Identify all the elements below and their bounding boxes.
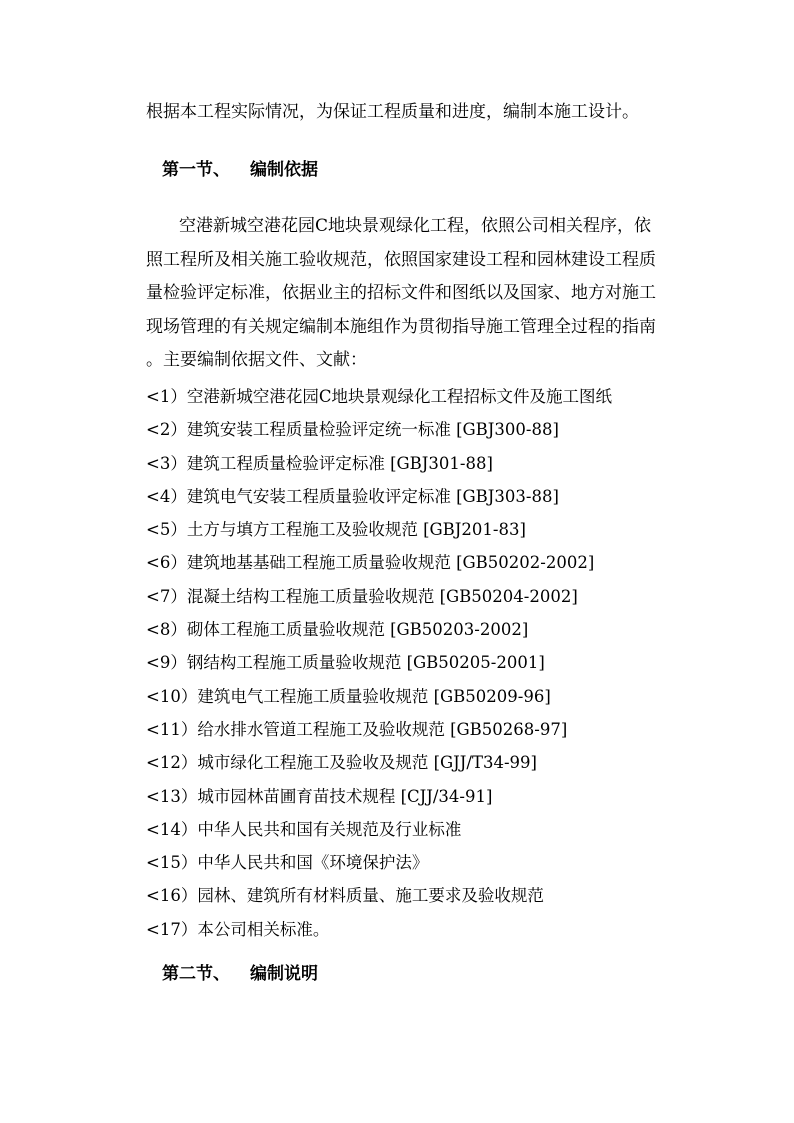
paragraph-line: 。主要编制依据文件、文献： (146, 350, 367, 370)
list-item: <16）园林、建筑所有材料质量、施工要求及验收规范 (146, 886, 544, 906)
list-item: <11）给水排水管道工程施工及验收规范 [GB50268-97] (146, 719, 568, 739)
list-item: <7）混凝土结构工程施工质量验收规范 [GB50204-2002] (146, 586, 578, 606)
section-2-number: 第二节、 (162, 964, 230, 984)
list-item: <10）建筑电气工程施工质量验收规范 [GB50209-96] (146, 686, 551, 706)
list-item: <1）空港新城空港花园C地块景观绿化工程招标文件及施工图纸 (146, 387, 612, 406)
paragraph-line: 空港新城空港花园C地块景观绿化工程，依照公司相关程序，依 (179, 216, 652, 236)
paragraph-line: 现场管理的有关规定编制本施组作为贯彻指导施工管理全过程的指南 (146, 317, 656, 337)
list-item: <14）中华人民共和国有关规范及行业标准 (146, 819, 462, 839)
list-item: <12）城市绿化工程施工及验收及规范 [GJJ/T34-99] (146, 753, 537, 773)
paragraph-line: 照工程所及相关施工验收规范，依照国家建设工程和园林建设工程质 (146, 250, 656, 270)
section-1-title: 编制依据 (250, 160, 318, 180)
section-1-heading (162, 158, 318, 182)
list-item: <4）建筑电气安装工程质量验收评定标准 [GBJ303-88] (146, 486, 559, 506)
section-2-heading (162, 962, 318, 986)
intro-text: 根据本工程实际情况，为保证工程质量和进度，编制本施工设计。 (146, 102, 639, 122)
list-item: <15）中华人民共和国《环境保护法》 (146, 853, 429, 873)
list-item: <6）建筑地基基础工程施工质量验收规范 [GB50202-2002] (146, 553, 595, 573)
list-item: <5）土方与填方工程施工及验收规范 [GBJ201-83] (146, 520, 526, 540)
list-item: <13）城市园林苗圃育苗技术规程 [CJJ/34-91] (146, 786, 493, 806)
list-item: <2）建筑安装工程质量检验评定统一标准 [GBJ300-88] (146, 420, 559, 440)
section-2-title: 编制说明 (250, 964, 318, 984)
section-1-number: 第一节、 (162, 160, 230, 180)
paragraph-line: 量检验评定标准，依据业主的招标文件和图纸以及国家、地方对施工 (146, 283, 656, 303)
list-item: <9）钢结构工程施工质量验收规范 [GB50205-2001] (146, 653, 545, 673)
reference-list (146, 380, 612, 946)
list-item: <17）本公司相关标准。 (146, 919, 330, 939)
list-item: <3）建筑工程质量检验评定标准 [GBJ301-88] (146, 453, 493, 473)
list-item: <8）砌体工程施工质量验收规范 [GB50203-2002] (146, 620, 529, 640)
